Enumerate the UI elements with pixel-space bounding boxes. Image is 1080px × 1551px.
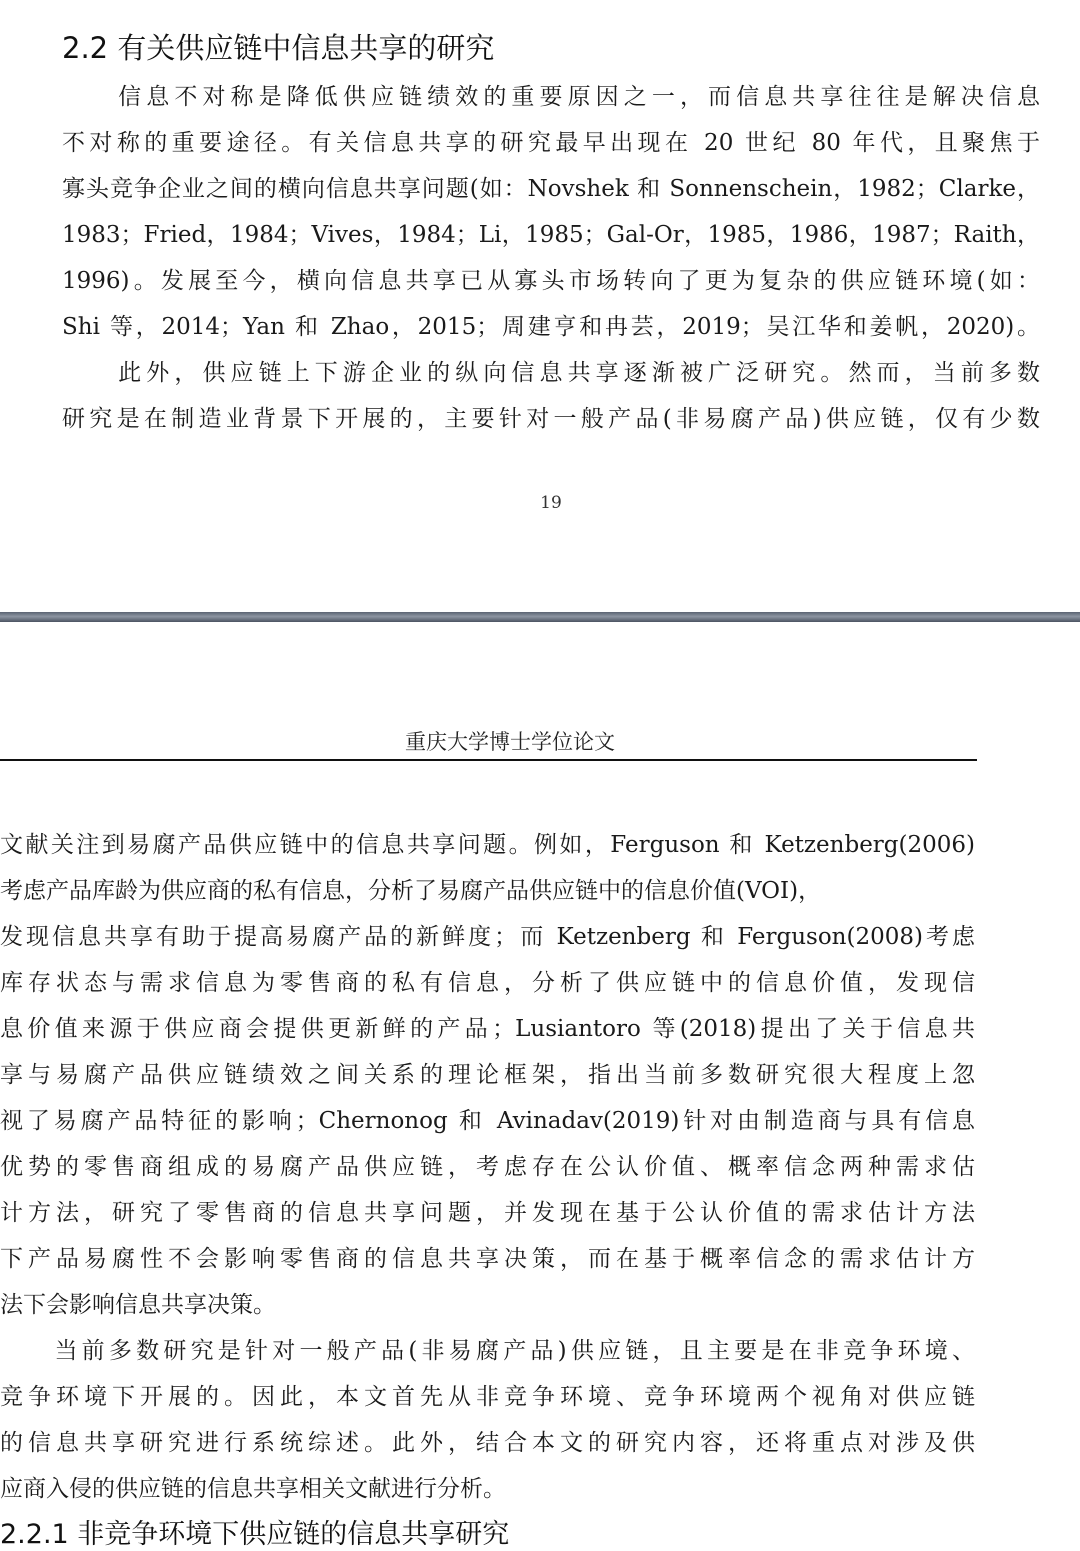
section-heading: 2.2 有关供应链中信息共享的研究	[62, 31, 495, 65]
body-text-line: Shi 等，2014；Yan 和 Zhao，2015；周建亨和冉芸，2019；吴江华和姜帆，2020)。	[62, 314, 1040, 340]
body-text-line: 文献关注到易腐产品供应链中的信息共享问题。例如，Ferguson 和 Ketzenberg(2006)	[0, 832, 975, 858]
body-text-line: 下产品易腐性不会影响零售商的信息共享决策，而在基于概率信念的需求估计方	[0, 1246, 975, 1272]
subsection-heading: 2.2.1 非竞争环境下供应链的信息共享研究	[0, 1519, 510, 1550]
body-text-line: 库存状态与需求信息为零售商的私有信息，分析了供应链中的信息价值，发现信	[0, 970, 975, 996]
page-number: 19	[540, 493, 562, 513]
body-text-line: 不对称的重要途径。有关信息共享的研究最早出现在 20 世纪 80 年代，且聚焦于	[62, 130, 1040, 156]
body-text-line: 竞争环境下开展的。因此，本文首先从非竞争环境、竞争环境两个视角对供应链	[0, 1384, 975, 1410]
body-text-line: 享与易腐产品供应链绩效之间关系的理论框架，指出当前多数研究很大程度上忽	[0, 1062, 975, 1088]
body-text-line: 研究是在制造业背景下开展的，主要针对一般产品(非易腐产品)供应链，仅有少数	[62, 406, 1040, 432]
body-text-line: 当前多数研究是针对一般产品(非易腐产品)供应链，且主要是在非竞争环境、	[0, 1338, 975, 1364]
body-text-line: 发现信息共享有助于提高易腐产品的新鲜度；而 Ketzenberg 和 Ferguson(2008)考虑	[0, 924, 975, 950]
body-text-line: 考虑产品库龄为供应商的私有信息，分析了易腐产品供应链中的信息价值(VOI)，	[0, 878, 822, 904]
body-text-line: 优势的零售商组成的易腐产品供应链，考虑存在公认价值、概率信念两种需求估	[0, 1154, 975, 1180]
running-header: 重庆大学博士学位论文	[405, 730, 615, 754]
body-text-line: 的信息共享研究进行系统综述。此外，结合本文的研究内容，还将重点对涉及供	[0, 1430, 975, 1456]
body-text-line: 信息不对称是降低供应链绩效的重要原因之一，而信息共享往往是解决信息	[62, 84, 1040, 110]
body-text-line: 寡头竞争企业之间的横向信息共享问题(如：Novshek 和 Sonnenschein，1982；Clarke，	[62, 176, 1040, 202]
body-text-line: 计方法，研究了零售商的信息共享问题，并发现在基于公认价值的需求估计方法	[0, 1200, 975, 1226]
body-text-line: 此外，供应链上下游企业的纵向信息共享逐渐被广泛研究。然而，当前多数	[62, 360, 1040, 386]
header-rule	[0, 759, 977, 761]
body-text-line: 视了易腐产品特征的影响；Chernonog 和 Avinadav(2019)针对由制造商与具有信息	[0, 1108, 975, 1134]
page-separator	[0, 612, 1080, 622]
body-text-line: 1996)。发展至今，横向信息共享已从寡头市场转向了更为复杂的供应链环境(如：	[62, 268, 1040, 294]
body-text-line: 1983；Fried，1984；Vives，1984；Li，1985；Gal-Or，1985，1986，1987；Raith，	[62, 222, 1040, 248]
body-text-line: 法下会影响信息共享决策。	[0, 1292, 276, 1318]
body-text-line: 应商入侵的供应链的信息共享相关文献进行分析。	[0, 1476, 506, 1502]
document-page-upper	[0, 0, 1080, 612]
document-page-lower	[0, 622, 1080, 1550]
body-text-line: 息价值来源于供应商会提供更新鲜的产品；Lusiantoro 等(2018)提出了关于信息共	[0, 1016, 975, 1042]
